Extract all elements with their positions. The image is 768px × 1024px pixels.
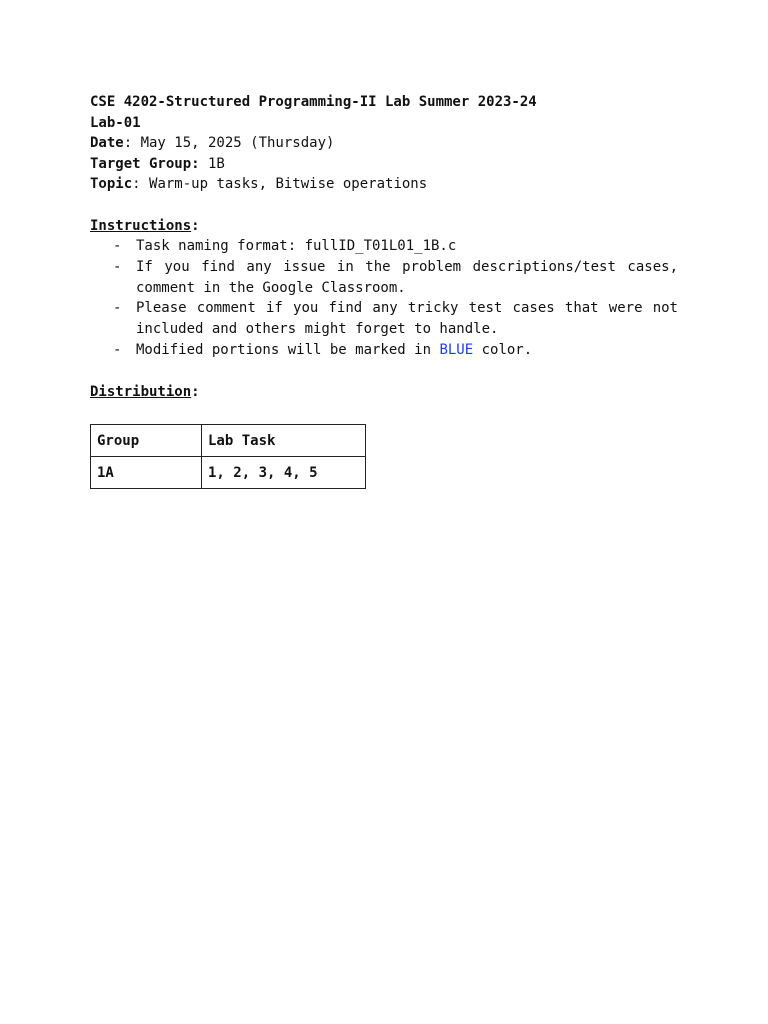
distribution-heading-text: Distribution <box>90 383 192 400</box>
date-value: : May 15, 2025 (Thursday) <box>123 135 335 151</box>
bullet-dash: - <box>113 238 122 254</box>
blue-highlight-word: BLUE <box>439 341 474 358</box>
group-cell: 1A <box>91 457 202 489</box>
spacer <box>90 361 678 382</box>
instruction-text: If you find any issue in the problem descriptions/test cases, comment in the Google Classroom. <box>136 258 678 296</box>
instructions-heading-colon: : <box>191 217 200 234</box>
instruction-text-after: color. <box>473 341 533 358</box>
list-item <box>90 236 678 257</box>
column-header-lab-task: Lab Task <box>202 425 366 457</box>
document-page <box>90 92 678 489</box>
lab-task-cell: 1, 2, 3, 4, 5 <box>202 457 366 489</box>
bullet-dash: - <box>113 300 122 317</box>
instructions-list <box>90 236 678 361</box>
bullet-dash: - <box>113 341 122 358</box>
column-header-group: Group <box>91 425 202 457</box>
spacer <box>90 195 678 216</box>
course-title: CSE 4202-Structured Programming-II Lab Summer 2023-24 <box>90 94 537 110</box>
date-label: Date <box>90 135 124 151</box>
topic-line <box>90 174 678 195</box>
date-line <box>90 133 678 154</box>
list-item <box>90 257 678 299</box>
list-item <box>90 340 678 361</box>
target-group-label: Target Group: <box>90 155 200 172</box>
list-item <box>90 298 678 340</box>
target-group-value: 1B <box>199 155 225 172</box>
distribution-table <box>90 424 366 489</box>
instruction-text: Please comment if you find any tricky test cases that were not included and others might forget to handle. <box>136 300 678 338</box>
lab-number: Lab-01 <box>90 114 141 131</box>
table-row <box>91 457 366 489</box>
topic-label: Topic <box>90 176 133 192</box>
bullet-dash: - <box>113 258 122 275</box>
instructions-heading <box>90 216 678 237</box>
distribution-heading <box>90 382 678 403</box>
distribution-heading-colon: : <box>191 383 200 400</box>
instruction-text: Task naming format: fullID_T01L01_1B.c <box>136 238 457 254</box>
table-header-row <box>91 425 366 457</box>
topic-value: : Warm-up tasks, Bitwise operations <box>132 176 428 192</box>
target-group-line <box>90 154 678 175</box>
instructions-heading-text: Instructions <box>90 217 192 234</box>
instruction-text-before: Modified portions will be marked in <box>136 341 440 358</box>
